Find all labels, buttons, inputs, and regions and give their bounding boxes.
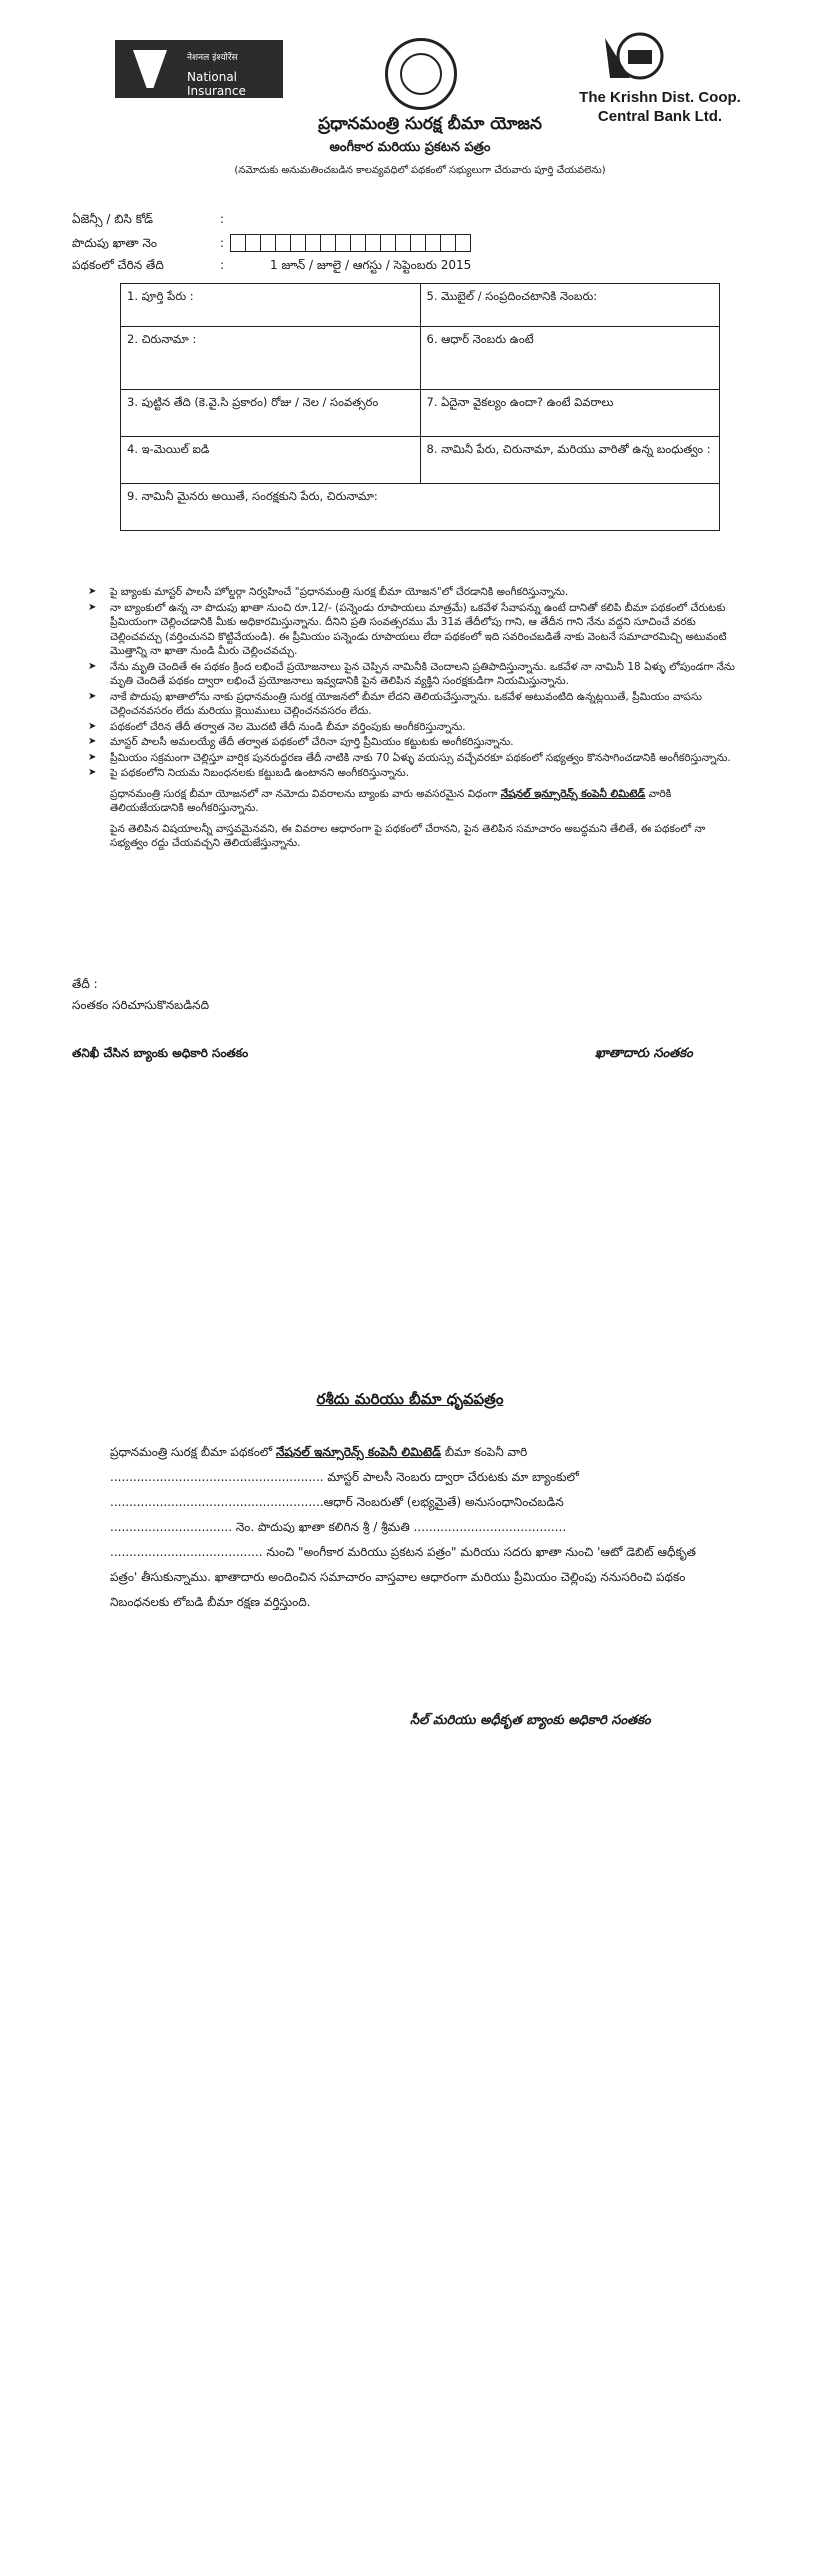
form-subtitle: అంగీకార మరియు ప్రకటన పత్రం (329, 140, 491, 155)
full-name-field[interactable]: 1. పూర్తి పేరు : (127, 289, 194, 303)
account-holder-line[interactable]: ................................ నెం. పొదుపు ఖాతా కలిగిన శ్రీ / శ్రీమతి ........................................ (110, 1520, 567, 1534)
join-period: 1 జూన్ / జూలై / ఆగస్టు / సెప్టెంబరు 2015 (270, 258, 472, 272)
page-gap (0, 1115, 817, 1280)
disability-field[interactable]: 7. ఏదైనా వైకల్యం ఉందా? ఉంటే వివరాలు (420, 390, 720, 436)
insurer-emblem-icon (133, 50, 167, 88)
signature-verified-label: సంతకం సరిచూసుకొనబడినది (72, 998, 210, 1012)
insurer-name: నేషనల్ ఇన్సూరెన్స్ కంపెనీ లిమిటెడ్ (275, 1445, 441, 1459)
bank-logo-icon (600, 28, 670, 88)
dob-field[interactable]: 3. పుట్టిన తేది (కె.వై.సి ప్రకారం) రోజు / నెల / సంవత్సరం (127, 395, 379, 409)
scheme-title: ప్రధానమంత్రి సురక్ష బీమా యోజన (318, 114, 542, 134)
instruction-note: (నమోదుకు అనుమతించబడిన కాలవ్యవధిలో పథకంలో సభ్యులుగా చేరువారు పూర్తి చేయవలెను) (234, 165, 606, 176)
receipt-body (110, 1440, 710, 1615)
declaration-item: ➤ పై పథకంలోని నియమ నిబంధనలకు కట్టుబడి ఉంటానని అంగీకరిస్తున్నాను. (88, 766, 738, 781)
closing-paragraph: పైన తెలిపిన విషయాలన్నీ వాస్తవమైనవని, ఈ వివరాల ఆధారంగా పై పథకంలో చేరానని, పైన తెలిపిన సమాచారం అబద్ధమని తేలితే, ఈ పథకంలో నా సభ్యత్వం రద్దు చేయవచ్చని తెలియజేస్తున్నాను. (110, 822, 706, 849)
declarations-section (88, 585, 738, 851)
declaration-item: ➤ ప్రీమియం సక్రమంగా చెల్లిస్తూ వార్షిక పునరుద్ధరణ తేదీ నాటికి నాకు 70 ఏళ్ళు వయస్సు వచ్చేవరకూ పథకంలో సభ్యత్వం కొనసాగించడానికి అంగీకరిస్తున్నాను. (88, 751, 738, 766)
guardian-field[interactable]: 9. నామినీ మైనరు అయితే, సంరక్షకుని పేరు, చిరునామా: (127, 489, 378, 503)
bank-officer-signature[interactable]: తనిఖీ చేసిన బ్యాంకు అధికారి సంతకం (72, 1046, 249, 1060)
receipt-line: ప్రధానమంత్రి సురక్ష బీమా పథకంలో నేషనల్ ఇన్సూరెన్స్ కంపెనీ లిమిటెడ్ బీమా కంపెనీ వారి (110, 1445, 528, 1459)
declaration-item: ➤ నాకే పొదుపు ఖాతాలోను నాకు ప్రధానమంత్రి సురక్ష యోజనలో బీమా లేదని తెలియచేస్తున్నాను. ఒకవేళ అటువంటిది ఉన్నట్లయితే, ప్రీమియం వాపసు చెల్లించనవసరం లేదు మరియు క్లెయిములు చెల్లించనవసరం లేదు. (88, 690, 738, 719)
account-number-boxes[interactable] (230, 234, 471, 252)
nominee-field[interactable]: 8. నామినీ పేరు, చిరునామా, మరియు వారితో ఉన్న బంధుత్వం : (420, 437, 720, 483)
declaration-item: ➤ పథకంలో చేరిన తేదీ తర్వాత నెల మొదటి తేదీ నుండి బీమా వర్తింపుకు అంగీకరిస్తున్నాను. (88, 720, 738, 735)
insurer-logo-hindi: नेशनल इंश्योरेंस (187, 53, 238, 63)
join-date-row: పథకంలో చేరిన తేది : (72, 258, 225, 272)
insurer-name: నేషనల్ ఇన్సూరెన్స్ కంపెనీ లిమిటెడ్ (500, 787, 646, 800)
authorized-officer-signature[interactable]: సీల్ మరియు అధీకృత బ్యాంకు అధికారి సంతకం (410, 1713, 651, 1728)
declaration-list (88, 585, 738, 781)
insurer-logo-english: National Insurance (187, 70, 246, 98)
declaration-item: ➤ పై బ్యాంకు మాస్టర్ పాలసీ హోల్డర్గా నిర్వహించే "ప్రధానమంత్రి సురక్ష బీమా యోజన"లో చేరడానికి అంగీకరిస్తున్నాను. (88, 585, 738, 600)
national-insurance-logo (115, 40, 283, 98)
receipt-title: రశీదు మరియు బీమా ధృవపత్రం (316, 1390, 504, 1408)
consent-paragraph: ప్రధానమంత్రి సురక్ష బీమా యోజనలో నా నమోదు వివరాలను బ్యాంకు వారు అవసరమైన విధంగా నేషనల్ ఇన్సూరెన్స్ కంపెనీ లిమిటెడ్ వారికి తెలియజేయడానికి అంగీకరిస్తున్నాను. (110, 787, 672, 814)
bank-name: The Krishn Dist. Coop. Central Bank Ltd. (579, 89, 741, 125)
declaration-item: ➤ మాస్టర్ పాలసీ అమలయ్యే తేదీ తర్వాత పథకంలో చేరినా పూర్తి ప్రీమియం కట్టుటకు అంగీకరిస్తున్నాను. (88, 735, 738, 750)
applicant-details-table (120, 283, 720, 531)
mobile-field[interactable]: 5. మొబైల్ / సంప్రదించటానికి నెంబరు: (420, 284, 720, 326)
email-field[interactable]: 4. ఇ-మెయిల్ ఐడి (127, 442, 210, 456)
aadhaar-field[interactable]: 6. ఆధార్ నెంబరు ఉంటే (420, 327, 720, 389)
address-field[interactable]: 2. చిరునామా : (127, 332, 197, 346)
receipt-statement[interactable]: ........................................ నుంచి "అంగీకార మరియు ప్రకటన పత్రం" మరియు సదరు ఖాతా నుంచి 'ఆటో డెబిట్ ఆధీకృత పత్రం' తీసుకున్నాము. ఖాతాదారు అందించిన సమాచారం వాస్తవాల ఆధారంగా మరియు ప్రీమియం చెల్లింపు ననుసరించి పథకం నిబంధనలకు లోబడి బీమా రక్షణ వర్తిస్తుంది. (110, 1545, 696, 1609)
declaration-item: ➤ నేను మృతి చెందితే ఈ పథకం క్రింద లభించే ప్రయోజనాలు పైన చెప్పిన నామినీకి చెందాలని ప్రతిపాదిస్తున్నాను. ఒకవేళ నా నామినీ 18 ఏళ్ళు లోపుండగా నేను మృతి చెందితే పథకం ద్వారా లభించే ప్రయోజనాలు ఇవ్వడానికి పైన తెలిపిన వ్యక్తిని సంరక్షకుడిగా నియమిస్తున్నాను. (88, 660, 738, 689)
date-label[interactable]: తేదీ : (72, 977, 98, 991)
declaration-item: ➤ నా బ్యాంకులో ఉన్న నా పొదుపు ఖాతా నుంచి రూ.12/- (పన్నెండు రూపాయలు మాత్రమే) ఒకవేళ సేవాపన్ను ఉంటే దానితో కలిపి బీమా పథకంలో చేరుటకు ప్రీమియంగా చెల్లించడానికి మీకు అధికారమిస్తున్నాను. దీనిని ప్రతి సంవత్సరము మే 31వ తేదీలోపు గాని, ఆ తేదీన గాని నేను వద్దని సూచించే వరకు చెల్లించవచ్చు (వర్తించునవి కొట్టివేయండి). ఈ ప్రీమియం పన్నెండు రూపాయలు లేదా పథకంలో ఇది సవరించబడితే నాకు వెంటనే సమాచారమిచ్చి అటువంటి మొత్తాన్ని నా ఖాతా నుండి మీరు చెల్లించవచ్చు. (88, 601, 738, 659)
application-form-page (0, 0, 817, 1115)
government-seal-icon (385, 38, 457, 110)
agency-code-row: ఏజెన్సీ / బిసి కోడ్ : (72, 212, 225, 226)
account-holder-signature[interactable]: ఖాతాదారు సంతకం (595, 1046, 693, 1061)
account-number-row: పొదుపు ఖాతా నెం : (72, 236, 225, 250)
master-policy-line[interactable]: ........................................................ మాస్టర్ పాలసీ నెంబరు ద్వారా చేరుటకు మా బ్యాంకులో (110, 1470, 579, 1484)
aadhaar-line[interactable]: ........................................................ఆధార్ నెంబరుతో (లభ్యమైతే) అనుసంధానించబడిన (110, 1495, 564, 1509)
